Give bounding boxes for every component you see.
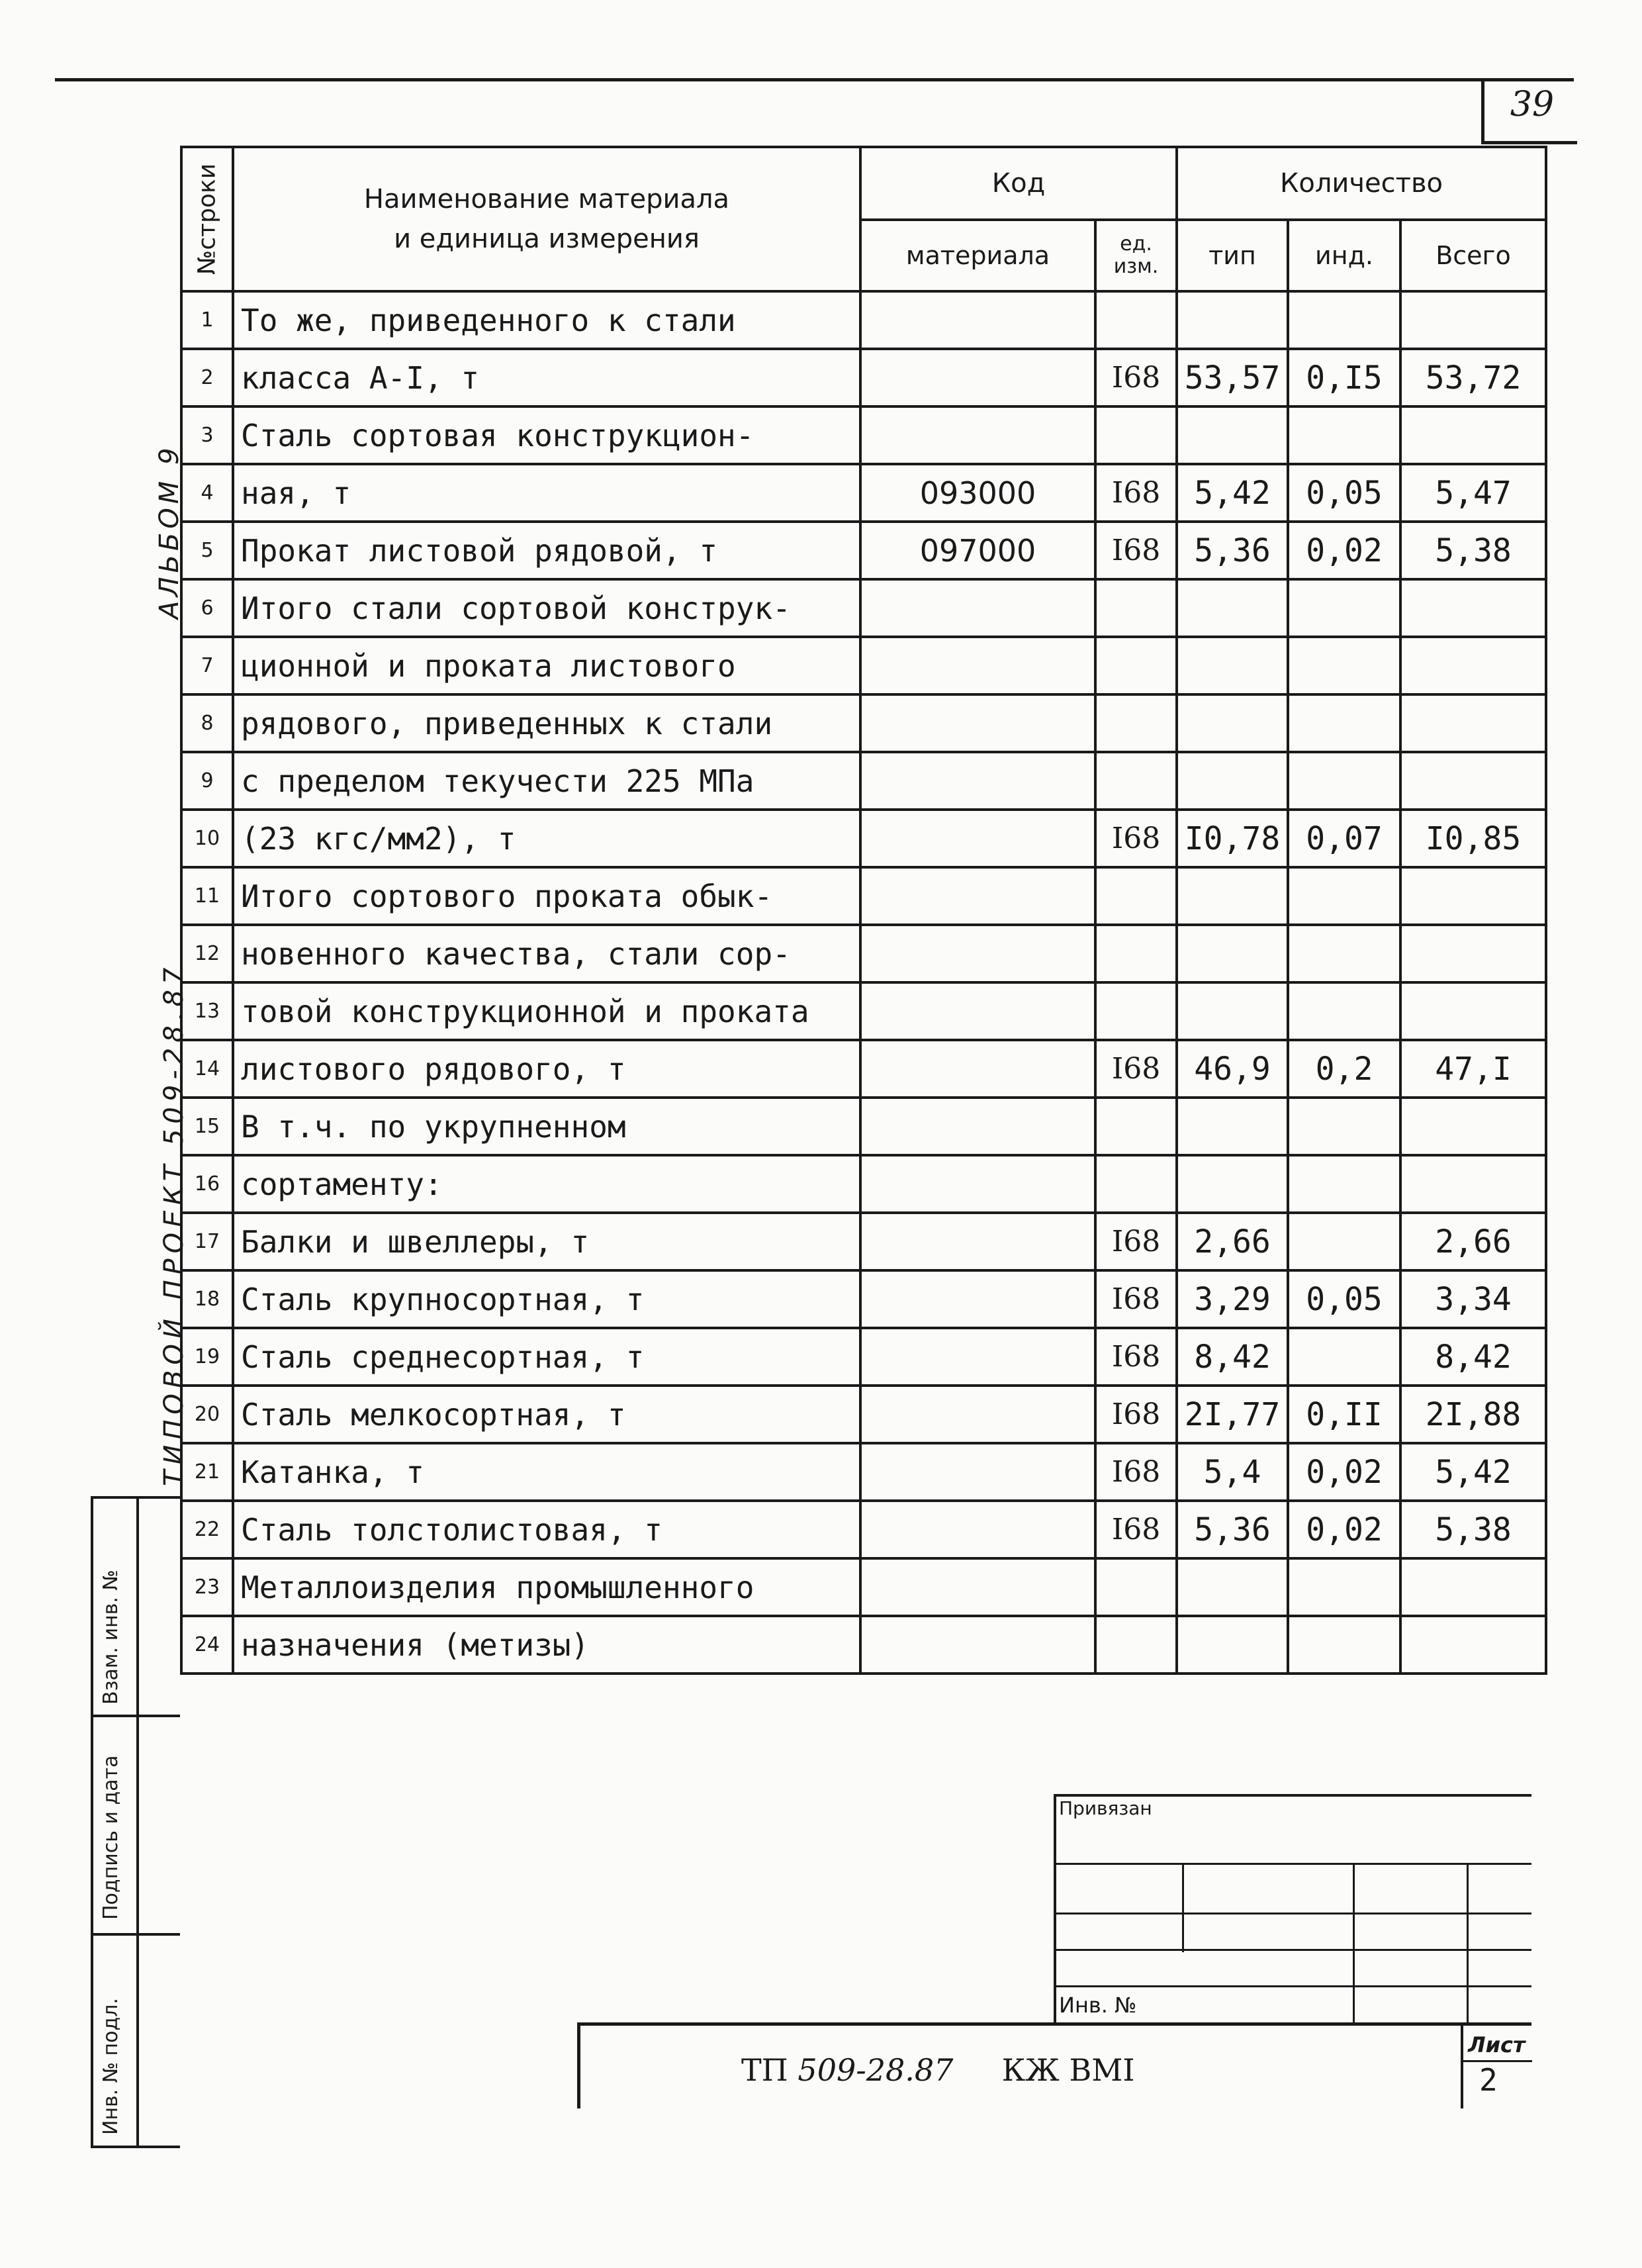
cell-n: 21 bbox=[181, 1443, 233, 1501]
cell-name: Сталь крупносортная, т bbox=[233, 1270, 860, 1328]
cell-n: 24 bbox=[181, 1616, 233, 1674]
table-row bbox=[181, 406, 1546, 464]
cell-n: 1 bbox=[181, 291, 233, 349]
cell-code bbox=[860, 1558, 1095, 1616]
cell-n: 15 bbox=[181, 1098, 233, 1155]
cell-unit: I68 bbox=[1095, 464, 1177, 522]
cell-total: 5,47 bbox=[1400, 464, 1546, 522]
cell-name: новенного качества, стали сор- bbox=[233, 925, 860, 982]
cell-code bbox=[860, 1328, 1095, 1386]
cell-total: 2,66 bbox=[1400, 1213, 1546, 1270]
cell-n: 9 bbox=[181, 752, 233, 810]
cell-type bbox=[1177, 1558, 1288, 1616]
cell-name: Балки и швеллеры, т bbox=[233, 1213, 860, 1270]
cell-ind bbox=[1288, 982, 1400, 1040]
cell-total bbox=[1400, 291, 1546, 349]
table-row bbox=[181, 1558, 1546, 1616]
cell-type: 5,36 bbox=[1177, 522, 1288, 579]
table-row bbox=[181, 1616, 1546, 1674]
cell-ind: 0,07 bbox=[1288, 810, 1400, 867]
cell-code bbox=[860, 406, 1095, 464]
cell-n: 13 bbox=[181, 982, 233, 1040]
cell-n: 22 bbox=[181, 1501, 233, 1558]
cell-type: I0,78 bbox=[1177, 810, 1288, 867]
header-qty-total: Всего bbox=[1400, 220, 1546, 291]
page-number: 39 bbox=[1510, 85, 1555, 124]
cell-total: 3,34 bbox=[1400, 1270, 1546, 1328]
cell-type bbox=[1177, 752, 1288, 810]
cell-total: 8,42 bbox=[1400, 1328, 1546, 1386]
table-row bbox=[181, 637, 1546, 694]
cell-name: То же, приведенного к стали bbox=[233, 291, 860, 349]
table-row bbox=[181, 810, 1546, 867]
cell-unit bbox=[1095, 982, 1177, 1040]
cell-type bbox=[1177, 1616, 1288, 1674]
cell-n: 11 bbox=[181, 867, 233, 925]
table-row bbox=[181, 522, 1546, 579]
cell-unit: I68 bbox=[1095, 349, 1177, 406]
cell-name: Сталь сортовая конструкцион- bbox=[233, 406, 860, 464]
stamp-label-vzam: Взам. инв. № bbox=[99, 1570, 122, 1705]
cell-name: Итого сортового проката обык- bbox=[233, 867, 860, 925]
table-row bbox=[181, 867, 1546, 925]
cell-type: 5,36 bbox=[1177, 1501, 1288, 1558]
cell-name: рядового, приведенных к стали bbox=[233, 694, 860, 752]
cell-code bbox=[860, 752, 1095, 810]
header-qty-ind: инд. bbox=[1288, 220, 1400, 291]
cell-name: Катанка, т bbox=[233, 1443, 860, 1501]
cell-total bbox=[1400, 694, 1546, 752]
cell-total: 53,72 bbox=[1400, 349, 1546, 406]
cell-unit: I68 bbox=[1095, 1443, 1177, 1501]
cell-type: 53,57 bbox=[1177, 349, 1288, 406]
table-row bbox=[181, 1213, 1546, 1270]
cell-unit bbox=[1095, 752, 1177, 810]
cell-name: назначения (метизы) bbox=[233, 1616, 860, 1674]
cell-type: 5,42 bbox=[1177, 464, 1288, 522]
cell-ind: 0,02 bbox=[1288, 1443, 1400, 1501]
table-row bbox=[181, 464, 1546, 522]
cell-ind bbox=[1288, 1558, 1400, 1616]
cell-n: 8 bbox=[181, 694, 233, 752]
cell-unit: I68 bbox=[1095, 810, 1177, 867]
document-code: ТП 509-28.87 КЖ ВМI bbox=[741, 2052, 1135, 2088]
cell-code: 097000 bbox=[860, 522, 1095, 579]
cell-unit bbox=[1095, 579, 1177, 637]
cell-name: ная, т bbox=[233, 464, 860, 522]
cell-name: Итого стали сортовой конструк- bbox=[233, 579, 860, 637]
cell-code bbox=[860, 349, 1095, 406]
cell-type bbox=[1177, 637, 1288, 694]
cell-total: I0,85 bbox=[1400, 810, 1546, 867]
cell-code bbox=[860, 982, 1095, 1040]
cell-code bbox=[860, 810, 1095, 867]
cell-type bbox=[1177, 1098, 1288, 1155]
cell-total bbox=[1400, 1098, 1546, 1155]
cell-unit bbox=[1095, 867, 1177, 925]
cell-type bbox=[1177, 579, 1288, 637]
cell-n: 4 bbox=[181, 464, 233, 522]
cell-ind bbox=[1288, 752, 1400, 810]
cell-ind bbox=[1288, 1098, 1400, 1155]
cell-n: 19 bbox=[181, 1328, 233, 1386]
cell-name: Сталь толстолистовая, т bbox=[233, 1501, 860, 1558]
cell-code bbox=[860, 1270, 1095, 1328]
cell-total bbox=[1400, 925, 1546, 982]
cell-code bbox=[860, 867, 1095, 925]
cell-unit bbox=[1095, 637, 1177, 694]
cell-code bbox=[860, 925, 1095, 982]
cell-unit bbox=[1095, 406, 1177, 464]
table-row bbox=[181, 982, 1546, 1040]
album-label: АЛЬБОМ 9 bbox=[154, 444, 185, 619]
cell-ind bbox=[1288, 867, 1400, 925]
cell-n: 20 bbox=[181, 1386, 233, 1443]
cell-n: 14 bbox=[181, 1040, 233, 1098]
header-code: Код bbox=[860, 147, 1177, 220]
cell-n: 16 bbox=[181, 1155, 233, 1213]
cell-n: 12 bbox=[181, 925, 233, 982]
cell-unit bbox=[1095, 1616, 1177, 1674]
top-border-line bbox=[55, 78, 1574, 81]
cell-name: Сталь среднесортная, т bbox=[233, 1328, 860, 1386]
cell-total bbox=[1400, 1155, 1546, 1213]
cell-type: 2,66 bbox=[1177, 1213, 1288, 1270]
cell-unit: I68 bbox=[1095, 1328, 1177, 1386]
cell-code bbox=[860, 1098, 1095, 1155]
table-row bbox=[181, 291, 1546, 349]
cell-code bbox=[860, 1213, 1095, 1270]
table-row bbox=[181, 1098, 1546, 1155]
header-code-material: материала bbox=[860, 220, 1095, 291]
cell-unit: I68 bbox=[1095, 1386, 1177, 1443]
header-name: Наименование материала и единица измерения bbox=[233, 147, 860, 291]
cell-n: 7 bbox=[181, 637, 233, 694]
header-row-number: №строки bbox=[181, 147, 233, 291]
cell-total: 47,I bbox=[1400, 1040, 1546, 1098]
cell-name: ционной и проката листового bbox=[233, 637, 860, 694]
table-row bbox=[181, 349, 1546, 406]
binding-label: Привязан bbox=[1059, 1797, 1152, 1819]
table-row bbox=[181, 579, 1546, 637]
cell-type bbox=[1177, 1155, 1288, 1213]
cell-ind: 0,05 bbox=[1288, 1270, 1400, 1328]
cell-total bbox=[1400, 752, 1546, 810]
cell-name: с пределом текучести 225 МПа bbox=[233, 752, 860, 810]
cell-unit bbox=[1095, 1155, 1177, 1213]
table-row bbox=[181, 1443, 1546, 1501]
cell-n: 17 bbox=[181, 1213, 233, 1270]
cell-total bbox=[1400, 406, 1546, 464]
cell-code: 093000 bbox=[860, 464, 1095, 522]
cell-code bbox=[860, 637, 1095, 694]
table-row bbox=[181, 1328, 1546, 1386]
cell-total bbox=[1400, 637, 1546, 694]
cell-ind bbox=[1288, 1155, 1400, 1213]
cell-type bbox=[1177, 925, 1288, 982]
cell-total: 5,38 bbox=[1400, 522, 1546, 579]
inventory-label: Инв. № bbox=[1059, 1993, 1137, 2018]
cell-total: 5,42 bbox=[1400, 1443, 1546, 1501]
cell-ind: 0,02 bbox=[1288, 522, 1400, 579]
cell-ind bbox=[1288, 1616, 1400, 1674]
cell-total: 5,38 bbox=[1400, 1501, 1546, 1558]
cell-unit bbox=[1095, 291, 1177, 349]
cell-unit bbox=[1095, 925, 1177, 982]
table-row bbox=[181, 1270, 1546, 1328]
cell-ind: 0,02 bbox=[1288, 1501, 1400, 1558]
cell-ind bbox=[1288, 1328, 1400, 1386]
cell-name: Сталь мелкосортная, т bbox=[233, 1386, 860, 1443]
cell-name: класса А-I, т bbox=[233, 349, 860, 406]
cell-type bbox=[1177, 406, 1288, 464]
cell-ind bbox=[1288, 579, 1400, 637]
cell-ind bbox=[1288, 925, 1400, 982]
cell-total bbox=[1400, 579, 1546, 637]
cell-code bbox=[860, 1616, 1095, 1674]
cell-n: 3 bbox=[181, 406, 233, 464]
cell-ind bbox=[1288, 694, 1400, 752]
cell-type: 8,42 bbox=[1177, 1328, 1288, 1386]
cell-total bbox=[1400, 982, 1546, 1040]
project-label: ТИПОВОЙ ПРОЕКТ 509-28.87 bbox=[159, 962, 189, 1486]
cell-n: 18 bbox=[181, 1270, 233, 1328]
cell-code bbox=[860, 1501, 1095, 1558]
cell-ind: 0,2 bbox=[1288, 1040, 1400, 1098]
cell-n: 10 bbox=[181, 810, 233, 867]
cell-unit: I68 bbox=[1095, 522, 1177, 579]
cell-unit bbox=[1095, 1098, 1177, 1155]
table-row bbox=[181, 1040, 1546, 1098]
cell-unit: I68 bbox=[1095, 1213, 1177, 1270]
stamp-label-podpis: Подпись и дата bbox=[99, 1755, 122, 1920]
cell-unit: I68 bbox=[1095, 1501, 1177, 1558]
cell-type bbox=[1177, 694, 1288, 752]
cell-ind: 0,I5 bbox=[1288, 349, 1400, 406]
cell-unit: I68 bbox=[1095, 1270, 1177, 1328]
sheet-number: 2 bbox=[1479, 2062, 1498, 2098]
materials-table bbox=[180, 146, 1547, 1675]
cell-ind bbox=[1288, 637, 1400, 694]
table-row bbox=[181, 1386, 1546, 1443]
cell-type: 2I,77 bbox=[1177, 1386, 1288, 1443]
cell-code bbox=[860, 1040, 1095, 1098]
cell-code bbox=[860, 694, 1095, 752]
cell-code bbox=[860, 291, 1095, 349]
cell-total bbox=[1400, 1558, 1546, 1616]
cell-n: 5 bbox=[181, 522, 233, 579]
table-row bbox=[181, 1501, 1546, 1558]
cell-name: В т.ч. по укрупненном bbox=[233, 1098, 860, 1155]
table-row bbox=[181, 1155, 1546, 1213]
cell-total bbox=[1400, 867, 1546, 925]
cell-n: 6 bbox=[181, 579, 233, 637]
cell-ind bbox=[1288, 1213, 1400, 1270]
stamp-label-inv-podl: Инв. № подл. bbox=[99, 1998, 122, 2135]
cell-name: Прокат листовой рядовой, т bbox=[233, 522, 860, 579]
cell-unit: I68 bbox=[1095, 1040, 1177, 1098]
cell-type: 3,29 bbox=[1177, 1270, 1288, 1328]
table-row bbox=[181, 925, 1546, 982]
cell-code bbox=[860, 1386, 1095, 1443]
header-quantity: Количество bbox=[1177, 147, 1546, 220]
table-row bbox=[181, 694, 1546, 752]
cell-name: сортаменту: bbox=[233, 1155, 860, 1213]
cell-code bbox=[860, 579, 1095, 637]
cell-type: 5,4 bbox=[1177, 1443, 1288, 1501]
cell-ind bbox=[1288, 406, 1400, 464]
header-qty-type: тип bbox=[1177, 220, 1288, 291]
sheet-label: Лист bbox=[1468, 2032, 1526, 2057]
cell-type bbox=[1177, 291, 1288, 349]
cell-name: листового рядового, т bbox=[233, 1040, 860, 1098]
cell-name: Металлоизделия промышленного bbox=[233, 1558, 860, 1616]
cell-unit bbox=[1095, 1558, 1177, 1616]
cell-n: 2 bbox=[181, 349, 233, 406]
cell-code bbox=[860, 1443, 1095, 1501]
binding-block bbox=[1054, 1794, 1531, 2022]
cell-total bbox=[1400, 1616, 1546, 1674]
cell-code bbox=[860, 1155, 1095, 1213]
table-row bbox=[181, 752, 1546, 810]
cell-name: товой конструкционной и проката bbox=[233, 982, 860, 1040]
cell-type: 46,9 bbox=[1177, 1040, 1288, 1098]
cell-type bbox=[1177, 982, 1288, 1040]
cell-name: (23 кгс/мм2), т bbox=[233, 810, 860, 867]
table-body bbox=[181, 291, 1546, 1674]
cell-ind bbox=[1288, 291, 1400, 349]
cell-unit bbox=[1095, 694, 1177, 752]
cell-total: 2I,88 bbox=[1400, 1386, 1546, 1443]
cell-n: 23 bbox=[181, 1558, 233, 1616]
cell-type bbox=[1177, 867, 1288, 925]
cell-ind: 0,II bbox=[1288, 1386, 1400, 1443]
header-code-unit: ед. изм. bbox=[1095, 220, 1177, 291]
cell-ind: 0,05 bbox=[1288, 464, 1400, 522]
